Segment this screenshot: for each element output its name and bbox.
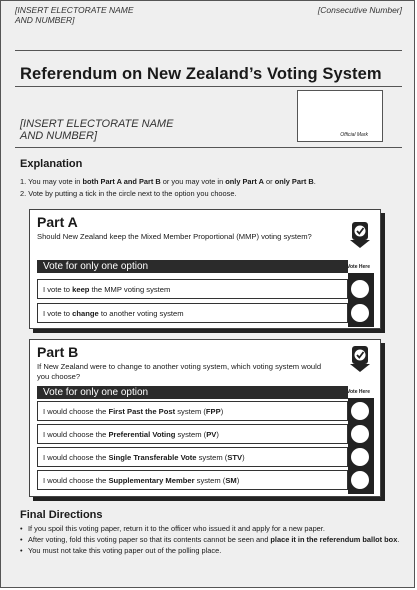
part-a-heading: Part A xyxy=(37,214,78,230)
official-mark-box xyxy=(297,90,383,142)
option-sm: I would choose the Supplementary Member system (SM) xyxy=(37,470,348,490)
vote-circle-fpp[interactable] xyxy=(350,401,370,421)
part-a-panel xyxy=(29,209,381,329)
consecutive-number: [Consecutive Number] xyxy=(317,5,402,15)
official-mark-label: Official Mark xyxy=(340,132,368,138)
explanation-item-2: 2. Vote by putting a tick in the circle next to the option you choose. xyxy=(20,188,237,198)
divider xyxy=(15,50,402,51)
part-a-question: Should New Zealand keep the Mixed Member Proportional (MMP) voting system? xyxy=(37,232,312,241)
vote-circle-keep[interactable] xyxy=(350,279,370,299)
vote-circle-change[interactable] xyxy=(350,303,370,323)
part-b-question: If New Zealand were to change to another voting system, which voting system would you choose? xyxy=(37,362,322,381)
final-directions-heading: Final Directions xyxy=(20,509,103,521)
vote-here-label: Vote Here xyxy=(347,264,370,270)
vote-circle-stv[interactable] xyxy=(350,447,370,467)
part-b-panel xyxy=(29,339,381,497)
electorate-placeholder: [INSERT ELECTORATE NAME AND NUMBER] xyxy=(15,5,134,25)
final-item-2: • After voting, fold this voting paper so that its contents cannot be seen and place it in the referendum ballot box. xyxy=(20,535,400,546)
vote-circle-pv[interactable] xyxy=(350,424,370,444)
option-pv: I would choose the Preferential Voting system (PV) xyxy=(37,424,348,444)
vote-instruction-bar: Vote for only one option xyxy=(37,386,348,399)
final-item-1: • If you spoil this voting paper, return it to the officer who issued it and apply for a new paper. xyxy=(20,524,400,535)
explanation-heading: Explanation xyxy=(20,158,83,170)
vote-instruction-bar: Vote for only one option xyxy=(37,260,348,273)
option-keep-mmp: I vote to keep the MMP voting system xyxy=(37,279,348,299)
vote-here-label: Vote Here xyxy=(347,389,370,395)
option-fpp: I would choose the First Past the Post system (FPP) xyxy=(37,401,348,421)
page-title: Referendum on New Zealand’s Voting System xyxy=(20,65,382,83)
vote-circle-sm[interactable] xyxy=(350,470,370,490)
option-change: I vote to change to another voting system xyxy=(37,303,348,323)
final-item-3: • You must not take this voting paper out of the polling place. xyxy=(20,546,400,557)
electorate-placeholder-2: [INSERT ELECTORATE NAME AND NUMBER] xyxy=(20,118,174,142)
divider xyxy=(15,86,402,87)
divider xyxy=(15,147,402,148)
explanation-item-1: 1. You may vote in both Part A and Part B or you may vote in only Part A or only Part B. xyxy=(20,177,316,186)
final-directions-list xyxy=(20,524,400,556)
part-b-heading: Part B xyxy=(37,344,79,360)
header-row xyxy=(1,1,414,25)
option-stv: I would choose the Single Transferable Vote system (STV) xyxy=(37,447,348,467)
tick-ballot-icon xyxy=(350,346,370,372)
tick-ballot-icon xyxy=(350,222,370,248)
explanation-list xyxy=(20,176,316,199)
